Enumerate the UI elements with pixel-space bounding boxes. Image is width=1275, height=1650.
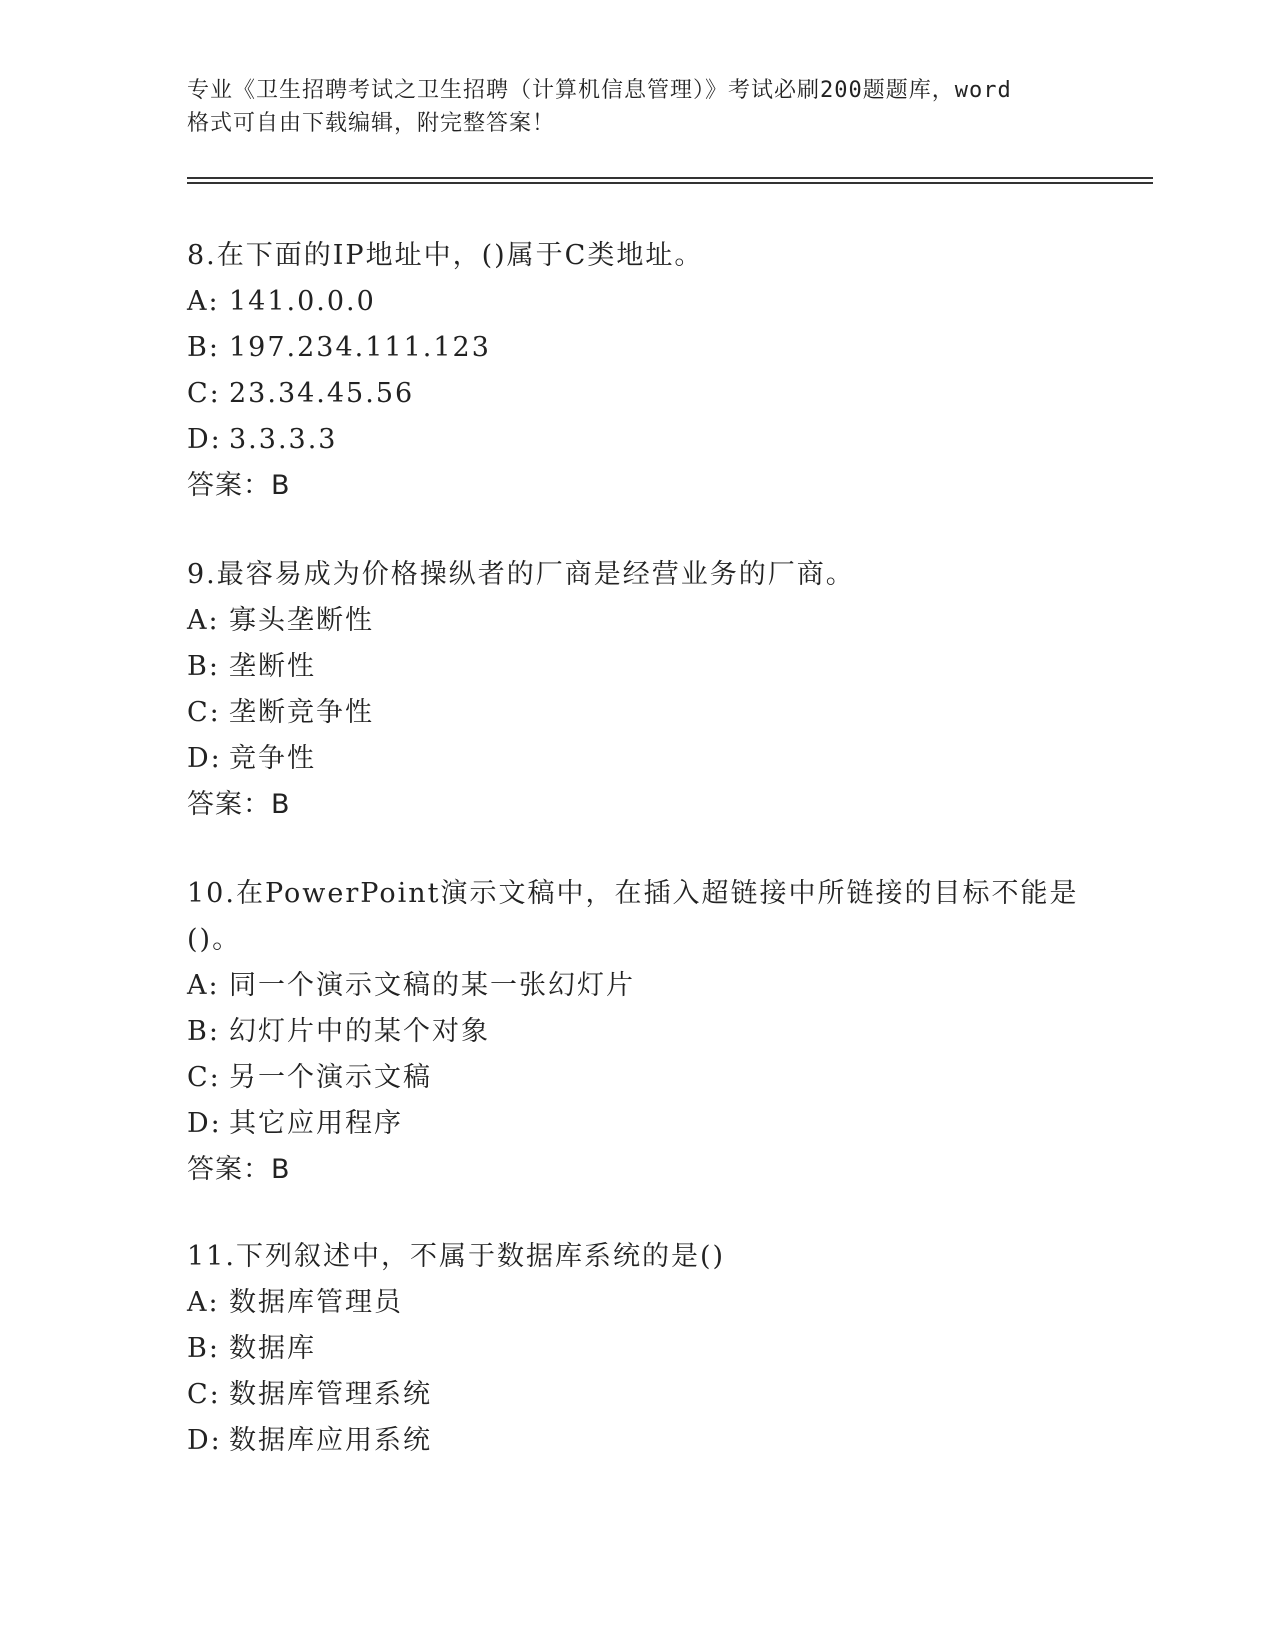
- question-9: [187, 552, 1107, 828]
- header-divider-top: [187, 177, 1153, 179]
- option-text: 其它应用程序: [229, 1108, 403, 1139]
- answer-line: 答案：B: [187, 789, 291, 820]
- option-text: 数据库应用系统: [229, 1425, 432, 1456]
- question-stem: 11.下列叙述中，不属于数据库系统的是(): [187, 1241, 726, 1272]
- option-c: [187, 690, 1107, 736]
- option-text: 数据库: [229, 1333, 316, 1364]
- option-text: 141.0.0.0: [229, 286, 376, 317]
- option-a: [187, 598, 1107, 644]
- option-c: [187, 371, 1107, 417]
- option-letter: B:: [187, 651, 220, 682]
- option-text: 另一个演示文稿: [229, 1062, 432, 1093]
- option-c: [187, 1372, 1107, 1418]
- option-b: [187, 644, 1107, 690]
- question-stem-line-2: ()。: [187, 924, 242, 955]
- option-text: 3.3.3.3: [229, 424, 338, 455]
- option-d: [187, 417, 1107, 463]
- option-a: [187, 279, 1107, 325]
- option-letter: C:: [187, 697, 221, 728]
- option-letter: C:: [187, 1062, 221, 1093]
- question-11: [187, 1234, 1107, 1464]
- option-b: [187, 325, 1107, 371]
- option-text: 寡头垄断性: [229, 605, 374, 636]
- document-header: [187, 74, 1087, 140]
- option-text: 同一个演示文稿的某一张幻灯片: [229, 970, 635, 1001]
- option-d: [187, 1418, 1107, 1464]
- option-letter: A:: [187, 286, 220, 317]
- option-d: [187, 1101, 1107, 1147]
- option-a: [187, 1280, 1107, 1326]
- option-letter: B:: [187, 332, 220, 363]
- option-b: [187, 1009, 1107, 1055]
- option-letter: A:: [187, 970, 220, 1001]
- option-c: [187, 1055, 1107, 1101]
- option-text: 垄断性: [229, 651, 316, 682]
- option-text: 垄断竞争性: [229, 697, 374, 728]
- option-letter: D:: [187, 1108, 222, 1139]
- option-text: 23.34.45.56: [229, 378, 415, 409]
- header-divider-bottom: [187, 182, 1153, 184]
- answer-line: 答案：B: [187, 1154, 291, 1185]
- header-line-1: 专业《卫生招聘考试之卫生招聘（计算机信息管理）》考试必刷200题题库，word: [187, 78, 1012, 103]
- question-10: [187, 871, 1107, 1193]
- option-letter: C:: [187, 1379, 221, 1410]
- option-text: 数据库管理员: [229, 1287, 403, 1318]
- option-text: 数据库管理系统: [229, 1379, 432, 1410]
- option-letter: A:: [187, 1287, 220, 1318]
- option-text: 197.234.111.123: [229, 332, 491, 363]
- answer-line: 答案：B: [187, 470, 291, 501]
- option-d: [187, 736, 1107, 782]
- option-letter: D:: [187, 424, 222, 455]
- option-letter: C:: [187, 378, 221, 409]
- question-stem: 9.最容易成为价格操纵者的厂商是经营业务的厂商。: [187, 559, 855, 590]
- option-a: [187, 963, 1107, 1009]
- option-b: [187, 1326, 1107, 1372]
- header-line-2: 格式可自由下载编辑，附完整答案！: [187, 111, 556, 136]
- option-text: 竞争性: [229, 743, 316, 774]
- option-letter: B:: [187, 1333, 220, 1364]
- question-stem-line-1: 10.在PowerPoint演示文稿中，在插入超链接中所链接的目标不能是: [187, 878, 1079, 909]
- option-text: 幻灯片中的某个对象: [229, 1016, 490, 1047]
- question-stem: 8.在下面的IP地址中，()属于C类地址。: [187, 240, 704, 271]
- option-letter: D:: [187, 1425, 222, 1456]
- option-letter: A:: [187, 605, 220, 636]
- question-8: [187, 233, 1107, 509]
- option-letter: B:: [187, 1016, 220, 1047]
- option-letter: D:: [187, 743, 222, 774]
